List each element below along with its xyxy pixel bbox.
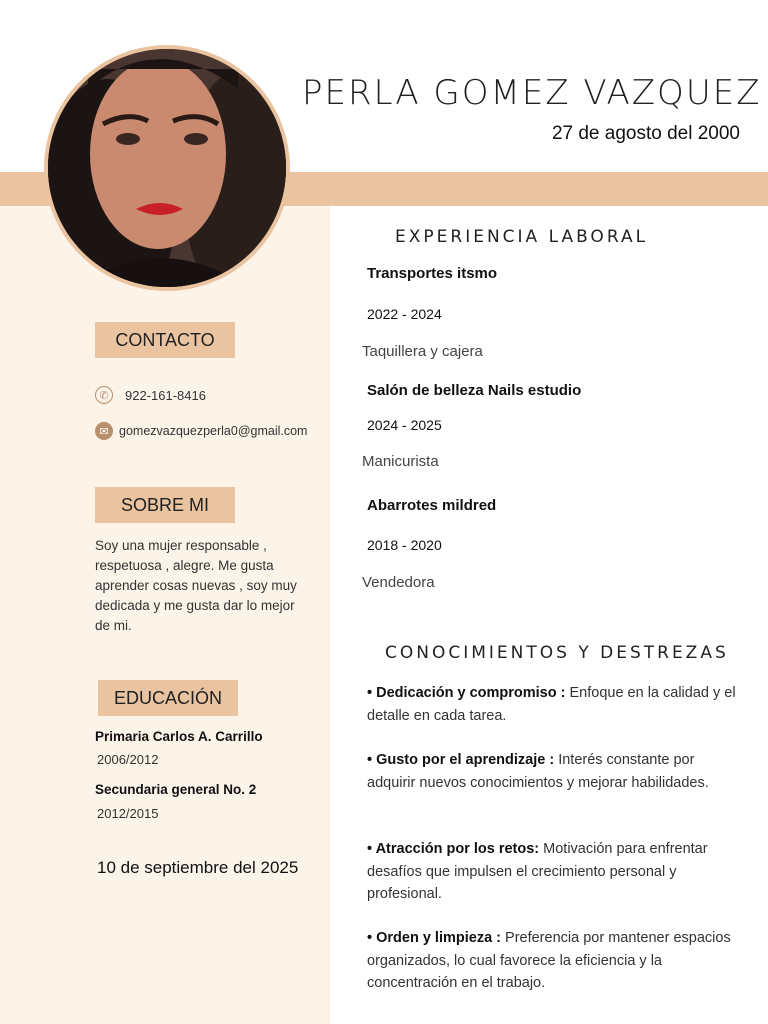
job-company: Transportes itsmo — [367, 265, 498, 282]
phone-number: 922-161-8416 — [125, 387, 206, 403]
email-address: gomezvazquezperla0@gmail.com — [119, 424, 308, 438]
skill-item — [367, 749, 742, 794]
skill-item — [367, 838, 742, 906]
job-years: 2022 - 2024 — [367, 306, 442, 322]
skill-text: Enfoque en la calidad y el detalle en cada tarea. — [367, 685, 736, 724]
phone-icon: ✆ — [95, 386, 113, 404]
education-years: 2006/2012 — [97, 752, 159, 767]
job-role: Taquillera y cajera — [362, 343, 483, 360]
education-years: 2012/2015 — [97, 806, 159, 821]
skill-label: • Orden y limpieza : — [367, 930, 501, 946]
skill-label: • Dedicación y compromiso : — [367, 685, 566, 701]
about-text: Soy una mujer responsable , respetuosa , alegre. Me gusta aprender cosas nuevas , soy muy dedicada y me gusta dar lo mejor de mi. — [95, 538, 297, 633]
portrait-illustration — [48, 49, 286, 287]
skill-text: Preferencia por mantener espacios organizados, lo cual favorece la eficiencia y la concentración en el trabajo. — [367, 930, 731, 991]
mail-icon: ✉ — [95, 422, 113, 440]
contact-heading: CONTACTO — [95, 322, 235, 358]
experience-heading: EXPERIENCIA LABORAL — [395, 227, 649, 247]
job-years: 2018 - 2020 — [367, 537, 442, 553]
skill-item — [367, 927, 742, 995]
contact-phone-row — [95, 386, 206, 404]
education-school: Secundaria general No. 2 — [95, 782, 257, 797]
skills-heading: CONOCIMIENTOS Y DESTREZAS — [385, 643, 729, 663]
profile-photo — [44, 45, 290, 291]
education-school: Primaria Carlos A. Carrillo — [95, 729, 263, 744]
about-heading: SOBRE MI — [95, 487, 235, 523]
skill-label: • Atracción por los retos: — [367, 841, 540, 857]
contact-email-row — [95, 422, 307, 440]
skill-label: • Gusto por el aprendizaje : — [367, 752, 555, 768]
skill-item — [367, 682, 742, 727]
document-date: 10 de septiembre del 2025 — [97, 858, 299, 877]
job-company: Abarrotes mildred — [367, 497, 497, 514]
birth-date: 27 de agosto del 2000 — [551, 123, 740, 144]
full-name: PERLA GOMEZ VAZQUEZ — [302, 73, 762, 113]
job-company: Salón de belleza Nails estudio — [367, 382, 582, 399]
skill-text: Interés constante por adquirir nuevos conocimientos y mejorar habilidades. — [367, 752, 709, 791]
job-years: 2024 - 2025 — [367, 417, 442, 433]
education-heading: EDUCACIÓN — [98, 680, 238, 716]
job-role: Vendedora — [362, 574, 435, 591]
job-role: Manicurista — [362, 453, 439, 470]
skill-text: Motivación para enfrentar desafíos que impulsen el crecimiento personal y profesional. — [367, 841, 708, 902]
